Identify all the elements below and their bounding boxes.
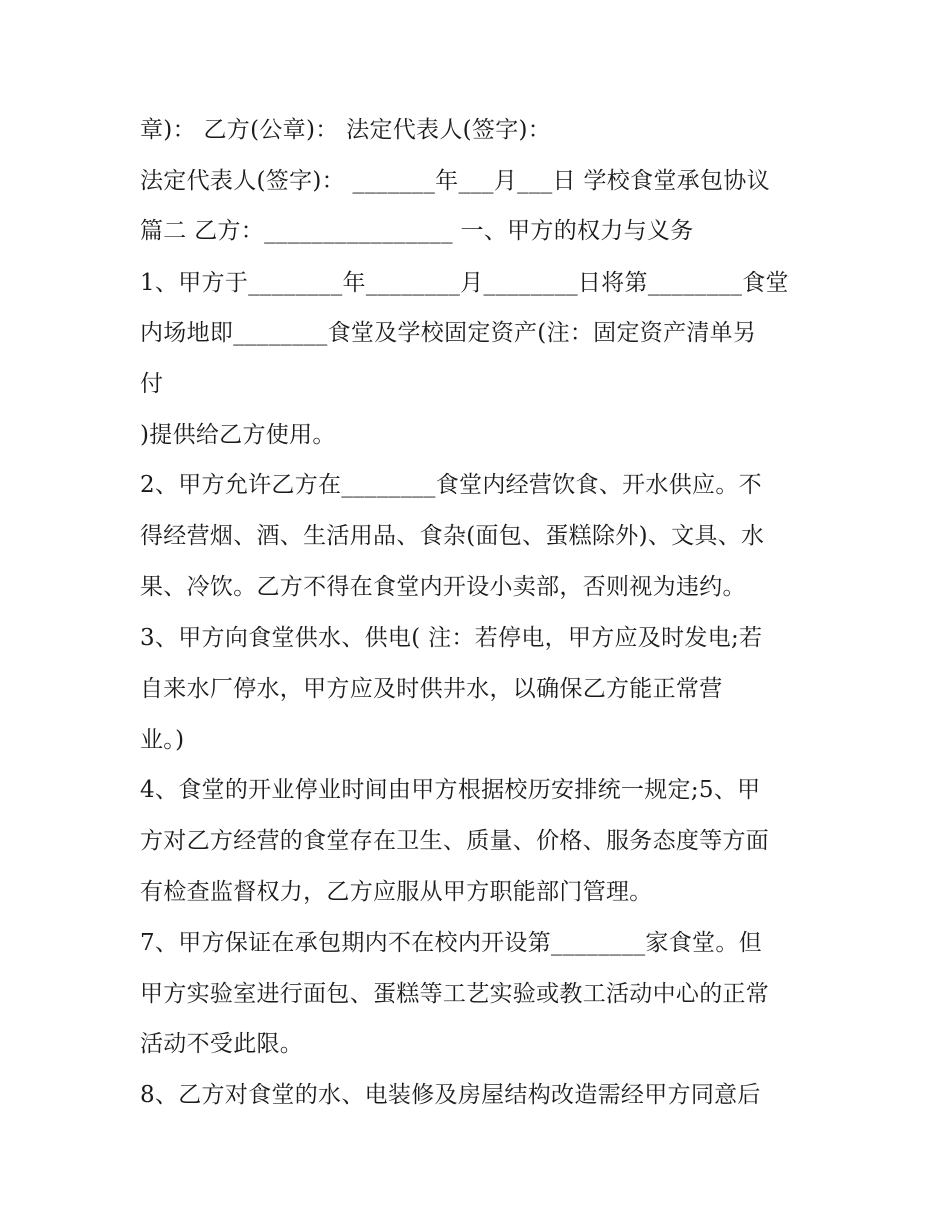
text-line: 1、甲方于________年________月________日将第________食堂: [140, 270, 789, 296]
text-line: 甲方实验室进行面包、蛋糕等工艺实验或教工活动中心的正常: [140, 981, 770, 1007]
text-line: 自来水厂停水，甲方应及时供井水，以确保乙方能正常营: [140, 676, 723, 702]
text-line: 内场地即________食堂及学校固定资产(注：固定资产清单另: [140, 320, 757, 346]
text-line: 方对乙方经营的食堂存在卫生、质量、价格、服务态度等方面: [140, 828, 770, 854]
text-line: 3、甲方向食堂供水、供电( 注：若停电，甲方应及时发电;若: [140, 625, 763, 651]
text-line: 2、甲方允许乙方在________食堂内经营饮食、开水供应。不: [140, 472, 762, 498]
text-line: 8、乙方对食堂的水、电装修及房屋结构改造需经甲方同意后: [140, 1082, 761, 1108]
text-line: 业。): [140, 727, 185, 753]
text-line: 果、冷饮。乙方不得在食堂内开设小卖部，否则视为违约。: [140, 574, 746, 600]
text-line: 章)： 乙方(公章)： 法定代表人(签字)：: [140, 117, 552, 143]
text-line: 付: [140, 371, 164, 397]
text-line: )提供给乙方使用。: [140, 422, 336, 448]
text-line: 有检查监督权力，乙方应服从甲方职能部门管理。: [140, 879, 653, 905]
text-line: 4、食堂的开业停业时间由甲方根据校历安排统一规定;5、甲: [140, 777, 761, 803]
text-line: 活动不受此限。: [140, 1031, 304, 1057]
text-line: 得经营烟、酒、生活用品、食杂(面包、蛋糕除外)、文具、水: [140, 523, 765, 549]
text-line: 法定代表人(签字)： _______年___月___日 学校食堂承包协议: [140, 168, 770, 194]
text-line: 7、甲方保证在承包期内不在校内开设第________家食堂。但: [140, 930, 762, 956]
text-line: 篇二 乙方：________________ 一、甲方的权力与义务: [140, 218, 694, 244]
